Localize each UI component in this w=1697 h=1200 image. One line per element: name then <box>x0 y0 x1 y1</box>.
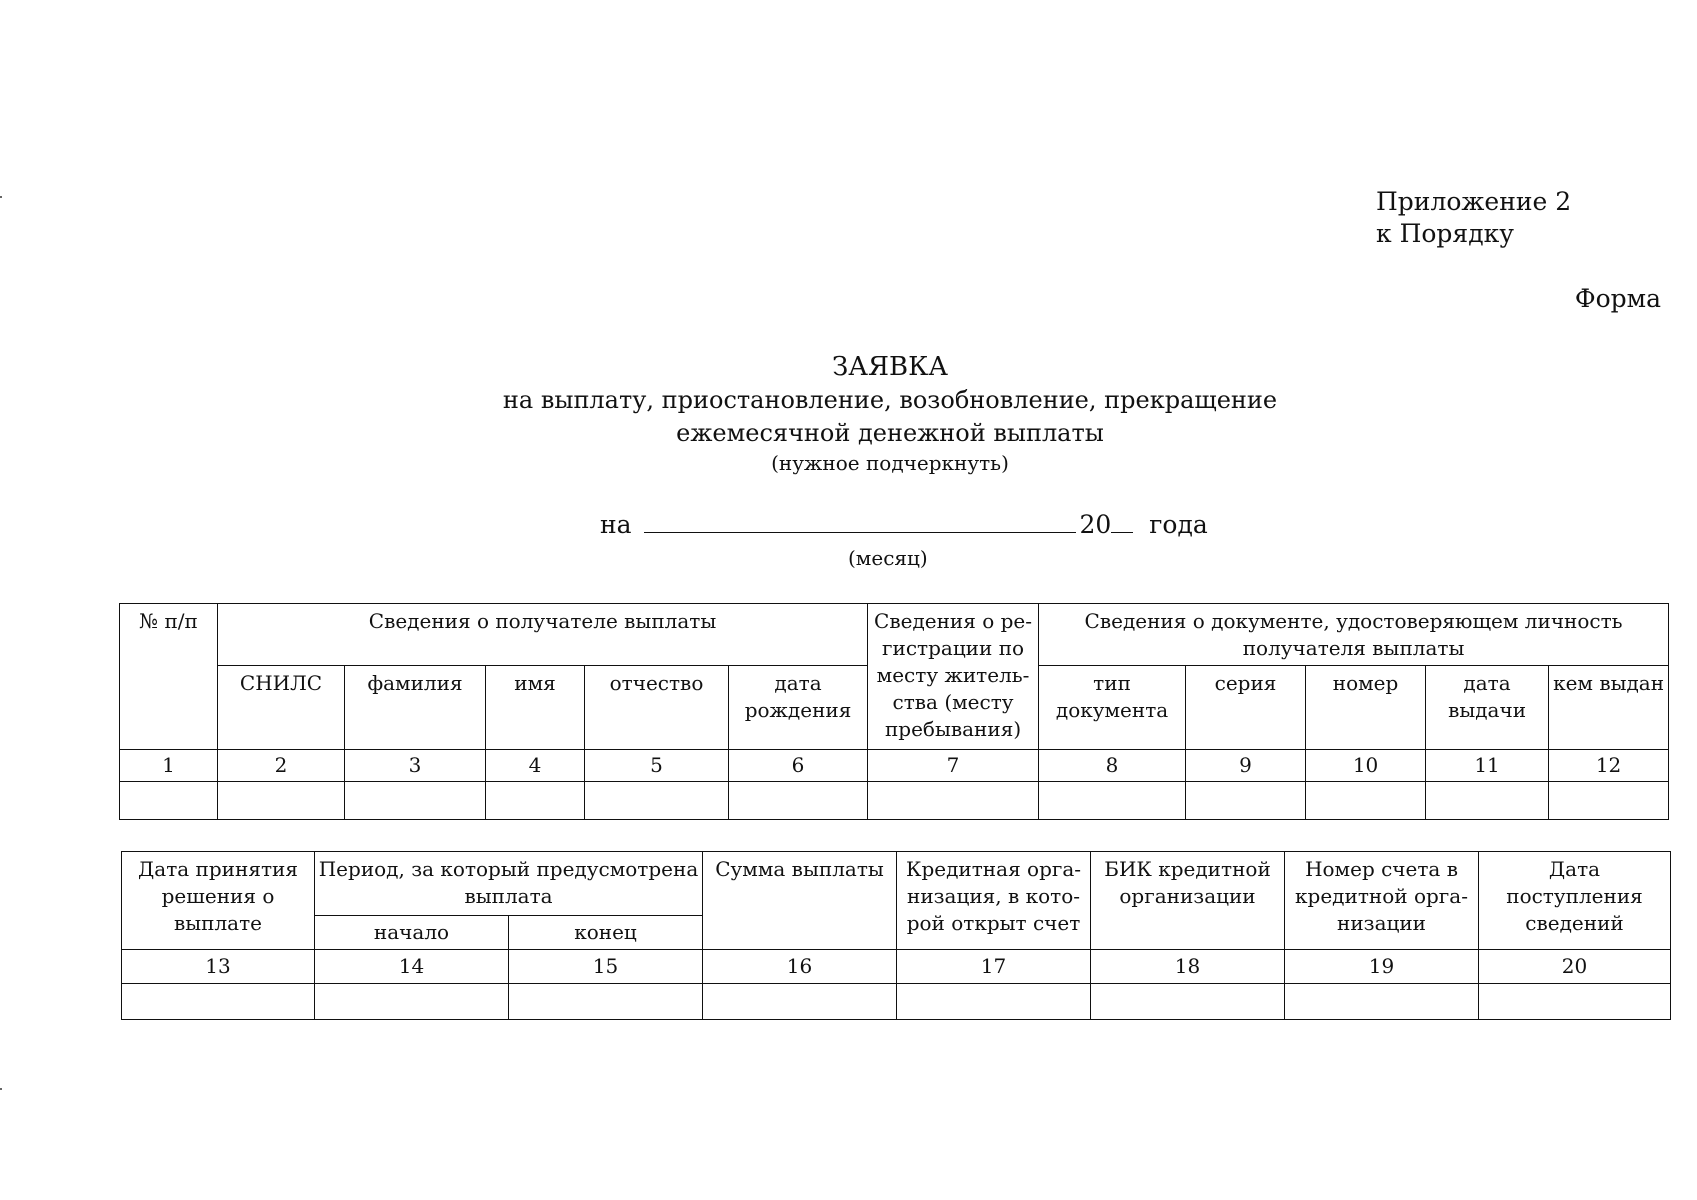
header-series: серия <box>1186 666 1306 750</box>
document-title: ЗАЯВКА <box>832 352 948 382</box>
header-number: номер <box>1306 666 1426 750</box>
column-number: 20 <box>1479 950 1671 984</box>
subtitle-line-1: на выплату, приостановление, возобновление, прекращение <box>502 386 1278 414</box>
document-subtitle <box>0 384 1697 450</box>
empty-cell[interactable] <box>345 782 486 820</box>
column-number: 19 <box>1285 950 1479 984</box>
column-number: 11 <box>1426 750 1549 782</box>
empty-cell[interactable] <box>868 782 1039 820</box>
empty-cell[interactable] <box>1549 782 1669 820</box>
header-document-group: Сведения о документе, удостоверяющем личность получателя выплаты <box>1039 604 1669 666</box>
underline-note: (нужное подчеркнуть) <box>771 451 1009 475</box>
header-doc-type: тип документа <box>1039 666 1186 750</box>
header-name: имя <box>486 666 585 750</box>
form-label: Форма <box>1574 284 1661 313</box>
column-number: 18 <box>1091 950 1285 984</box>
appendix-reference <box>1376 186 1571 250</box>
empty-cell[interactable] <box>703 984 897 1020</box>
header-bik: БИК кредитной организации <box>1091 852 1285 950</box>
column-number: 10 <box>1306 750 1426 782</box>
header-issue-date: дата выдачи <box>1426 666 1549 750</box>
header-decision-date: Дата принятия решения о выплате <box>122 852 315 950</box>
header-patronymic: отчество <box>585 666 729 750</box>
column-number: 8 <box>1039 750 1186 782</box>
empty-cell[interactable] <box>1479 984 1671 1020</box>
year-field[interactable] <box>1111 508 1133 533</box>
column-number: 17 <box>897 950 1091 984</box>
subtitle-line-2: ежемесячной денежной выплаты <box>676 419 1104 447</box>
appendix-order: к Порядку <box>1376 219 1514 248</box>
header-snils: СНИЛС <box>218 666 345 750</box>
empty-cell[interactable] <box>509 984 703 1020</box>
empty-cell[interactable] <box>729 782 868 820</box>
year-prefix: 20 <box>1079 510 1112 539</box>
empty-cell[interactable] <box>122 984 315 1020</box>
column-number: 12 <box>1549 750 1669 782</box>
header-surname: фамилия <box>345 666 486 750</box>
column-number: 14 <box>315 950 509 984</box>
period-line <box>600 508 1208 539</box>
scan-mark <box>0 196 2 198</box>
empty-cell[interactable] <box>315 984 509 1020</box>
scan-mark <box>0 1088 2 1090</box>
appendix-number: Приложение 2 <box>1376 187 1572 216</box>
payment-table <box>121 851 1671 1020</box>
header-issued-by: кем выдан <box>1549 666 1669 750</box>
header-period-start: начало <box>315 916 509 950</box>
column-number: 15 <box>509 950 703 984</box>
header-account: Номер счета в кредитной орга- низации <box>1285 852 1479 950</box>
month-note: (месяц) <box>848 546 928 570</box>
empty-cell[interactable] <box>1306 782 1426 820</box>
empty-cell[interactable] <box>120 782 218 820</box>
period-prefix: на <box>600 510 632 539</box>
header-birth-date: дата рождения <box>729 666 868 750</box>
empty-cell[interactable] <box>1091 984 1285 1020</box>
empty-cell[interactable] <box>1426 782 1549 820</box>
empty-cell[interactable] <box>486 782 585 820</box>
header-credit-org: Кредитная орга- низация, в кото- рой открыт счет <box>897 852 1091 950</box>
header-recipient-group: Сведения о получателе выплаты <box>218 604 868 666</box>
column-number: 9 <box>1186 750 1306 782</box>
column-number: 2 <box>218 750 345 782</box>
header-amount: Сумма выплаты <box>703 852 897 950</box>
header-period-end: конец <box>509 916 703 950</box>
recipient-table <box>119 603 1669 820</box>
column-number: 3 <box>345 750 486 782</box>
column-number: 4 <box>486 750 585 782</box>
empty-cell[interactable] <box>585 782 729 820</box>
header-registration: Сведения о ре- гистрации по месту житель- ства (месту пребывания) <box>868 604 1039 750</box>
empty-cell[interactable] <box>1186 782 1306 820</box>
empty-cell[interactable] <box>218 782 345 820</box>
empty-cell[interactable] <box>1285 984 1479 1020</box>
header-period-group: Период, за который предусмотрена выплата <box>315 852 703 916</box>
period-suffix: года <box>1149 510 1208 539</box>
column-number: 5 <box>585 750 729 782</box>
column-number: 16 <box>703 950 897 984</box>
empty-cell[interactable] <box>897 984 1091 1020</box>
header-num: № п/п <box>120 604 218 750</box>
column-number: 13 <box>122 950 315 984</box>
column-number: 1 <box>120 750 218 782</box>
header-receipt-date: Дата поступления сведений <box>1479 852 1671 950</box>
column-number: 7 <box>868 750 1039 782</box>
column-number: 6 <box>729 750 868 782</box>
empty-cell[interactable] <box>1039 782 1186 820</box>
month-field[interactable] <box>644 508 1076 533</box>
